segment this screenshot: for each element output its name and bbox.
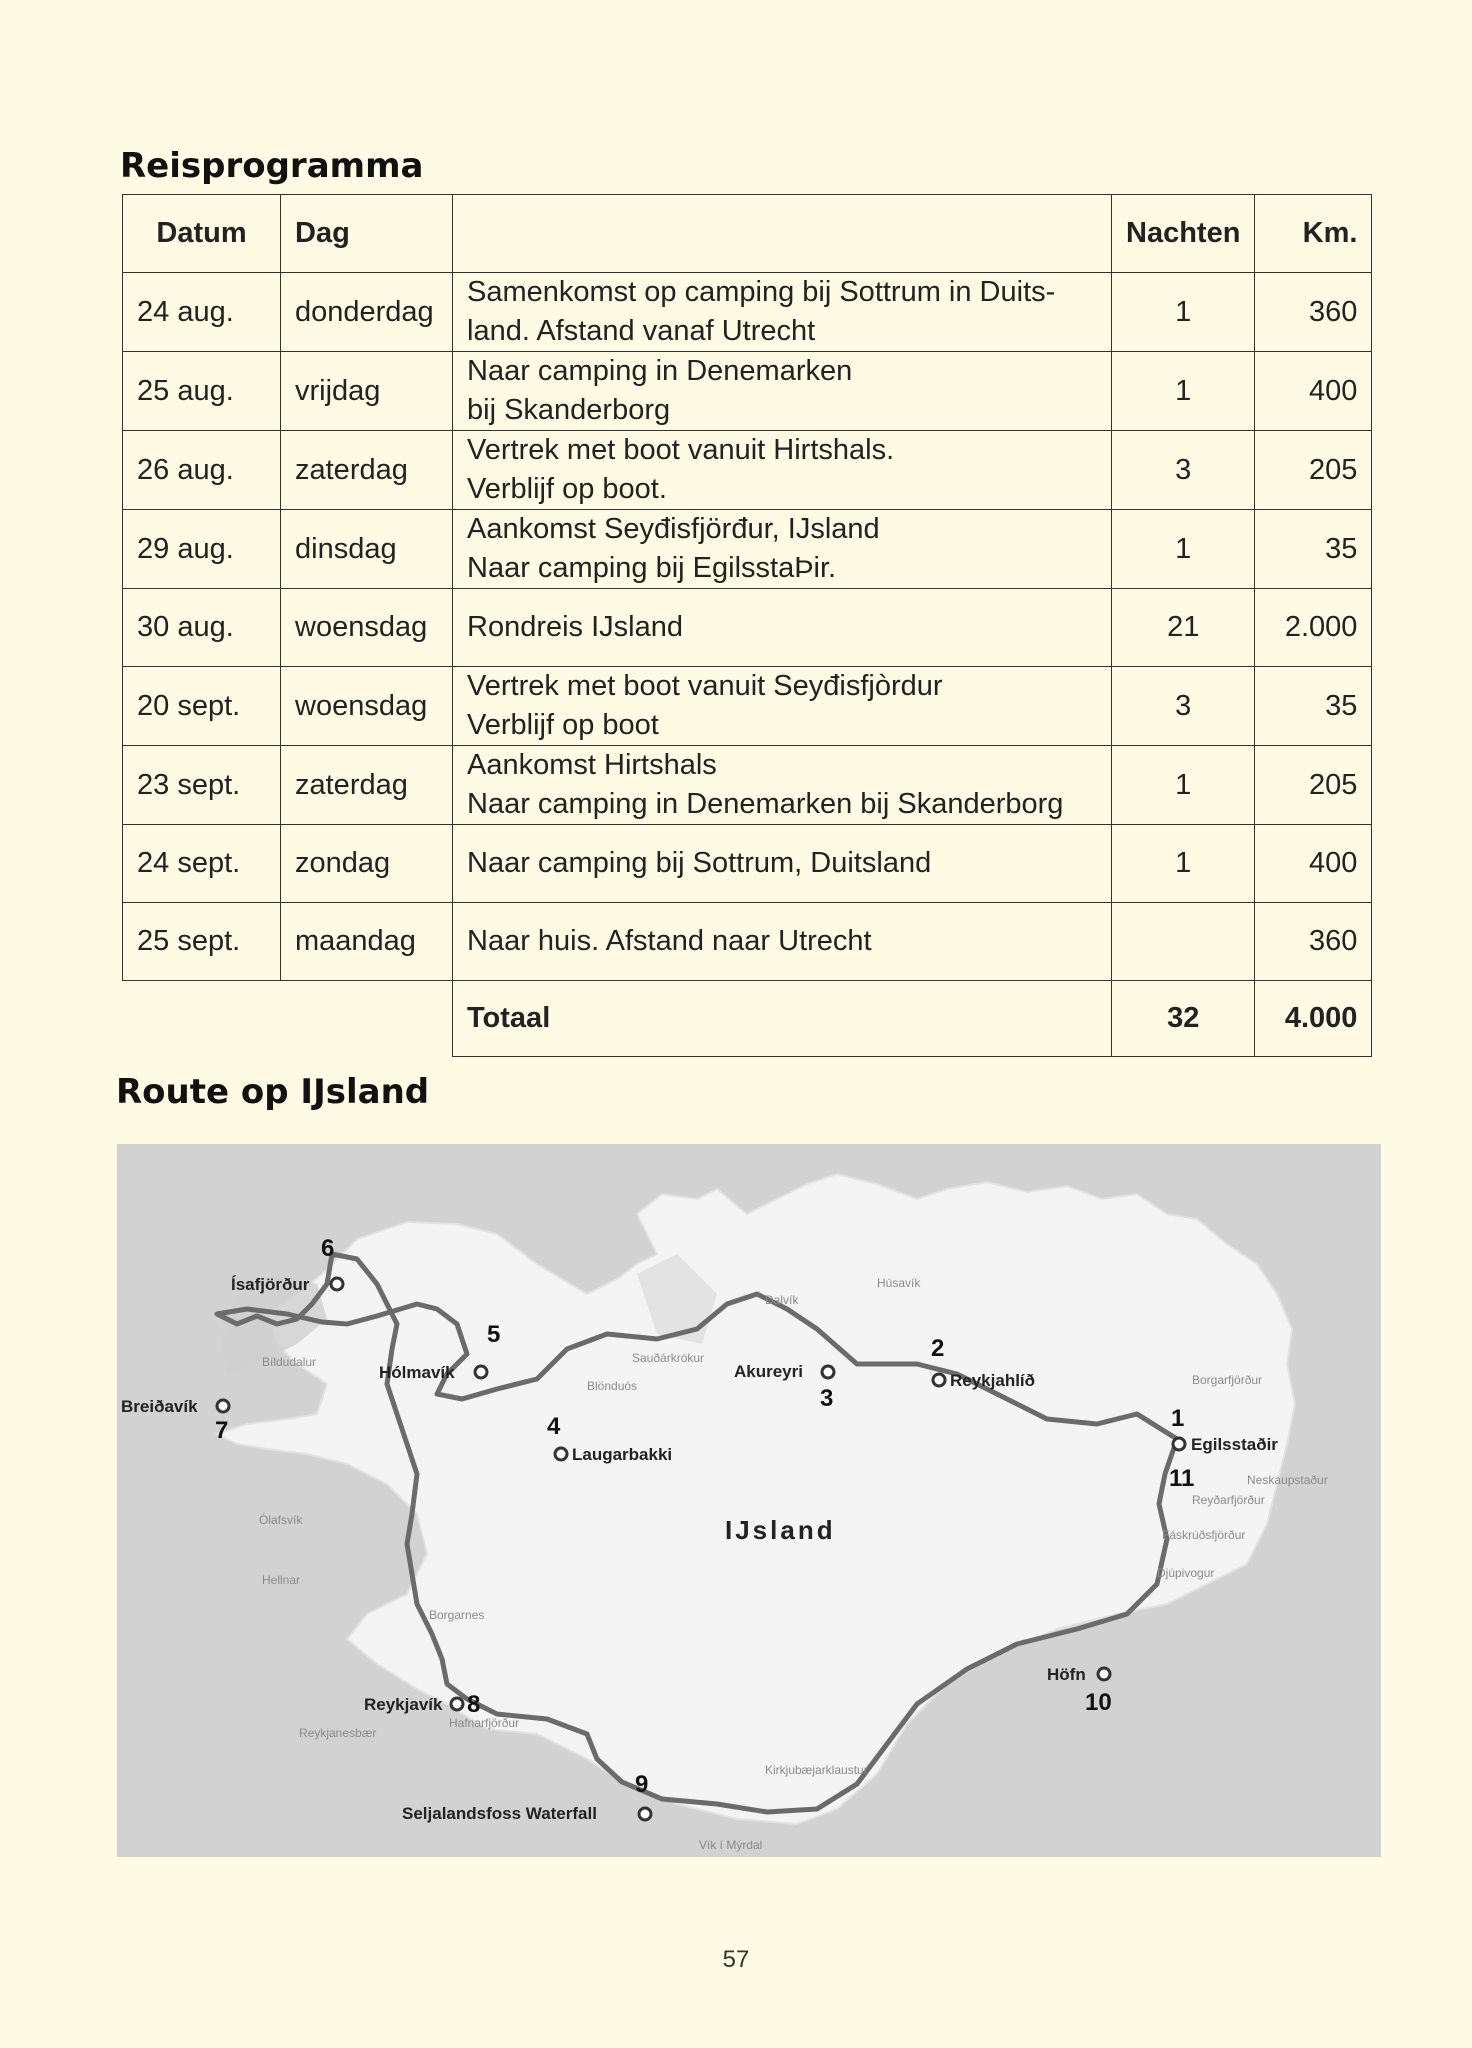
place-label: Kirkjubæjarklaustur bbox=[765, 1763, 868, 1777]
stop-number: 4 bbox=[547, 1413, 561, 1440]
table-row bbox=[123, 431, 1372, 510]
stop-name: Reykjavík bbox=[364, 1695, 443, 1714]
cell-km: 205 bbox=[1255, 431, 1372, 510]
stop-marker bbox=[1173, 1438, 1185, 1450]
place-label: Hellnar bbox=[262, 1573, 301, 1587]
place-label: Reyðarfjörður bbox=[1192, 1493, 1265, 1507]
stop-marker bbox=[933, 1374, 945, 1386]
description-line-1: Naar camping in Denemarken bbox=[467, 355, 853, 387]
cell-description bbox=[453, 903, 1112, 981]
total-label: Totaal bbox=[453, 981, 1112, 1057]
cell-nachten: 3 bbox=[1112, 431, 1255, 510]
header-dag: Dag bbox=[281, 195, 453, 273]
table-row bbox=[123, 510, 1372, 589]
cell-km: 400 bbox=[1255, 825, 1372, 903]
cell-nachten: 1 bbox=[1112, 746, 1255, 825]
cell-nachten bbox=[1112, 903, 1255, 981]
place-label: Bíldudalur bbox=[262, 1355, 317, 1369]
place-label: Húsavík bbox=[877, 1276, 921, 1290]
total-row bbox=[123, 981, 1372, 1057]
description-line-2: bij Skanderborg bbox=[467, 394, 671, 426]
place-label: Borgarnes bbox=[429, 1608, 485, 1622]
cell-datum: 24 aug. bbox=[123, 273, 281, 352]
table-row bbox=[123, 903, 1372, 981]
cell-description bbox=[453, 273, 1112, 352]
cell-km: 2.000 bbox=[1255, 589, 1372, 667]
header-km: Km. bbox=[1255, 195, 1372, 273]
table-row bbox=[123, 589, 1372, 667]
iceland-map-graphic bbox=[117, 1144, 1381, 1857]
iceland-landmass bbox=[217, 1174, 1295, 1824]
cell-datum: 25 sept. bbox=[123, 903, 281, 981]
stop-number: 9 bbox=[635, 1771, 649, 1798]
stop-name: Ísafjörður bbox=[231, 1275, 310, 1294]
description-line-1: Aankomst Hirtshals bbox=[467, 749, 717, 781]
stop-number: 6 bbox=[321, 1235, 335, 1262]
table-header-row bbox=[123, 195, 1372, 273]
reisprogramma-table bbox=[122, 194, 1372, 1057]
cell-nachten: 21 bbox=[1112, 589, 1255, 667]
description-line-2: Verblijf op boot bbox=[467, 709, 659, 741]
stop-number: 3 bbox=[820, 1385, 834, 1412]
place-label: Reykjanesbær bbox=[299, 1726, 377, 1740]
cell-description bbox=[453, 589, 1112, 667]
stop-name: Reykjahlíð bbox=[950, 1371, 1036, 1390]
total-spacer bbox=[123, 981, 453, 1057]
page-number: 57 bbox=[722, 1946, 750, 1973]
cell-dag: woensdag bbox=[281, 589, 453, 667]
cell-description bbox=[453, 667, 1112, 746]
header-description bbox=[453, 195, 1112, 273]
cell-description bbox=[453, 825, 1112, 903]
description-line-2: Naar camping in Denemarken bij Skanderborg bbox=[467, 788, 1064, 820]
route-map bbox=[117, 1144, 1381, 1857]
place-label: Vík í Mýrdal bbox=[699, 1838, 763, 1852]
cell-km: 205 bbox=[1255, 746, 1372, 825]
cell-description bbox=[453, 352, 1112, 431]
stop-marker bbox=[451, 1698, 463, 1710]
stop-name: Höfn bbox=[1047, 1665, 1086, 1684]
cell-km: 400 bbox=[1255, 352, 1372, 431]
cell-nachten: 1 bbox=[1112, 510, 1255, 589]
cell-nachten: 1 bbox=[1112, 273, 1255, 352]
header-nachten: Nachten bbox=[1112, 195, 1255, 273]
stop-name: Egilsstaðir bbox=[1191, 1435, 1278, 1454]
place-label: Hafnarfjörður bbox=[449, 1716, 520, 1730]
stop-name: Akureyri bbox=[734, 1362, 803, 1381]
table-row bbox=[123, 273, 1372, 352]
place-label: Ólafsvík bbox=[259, 1513, 303, 1527]
place-label: Borgarfjörður bbox=[1192, 1373, 1263, 1387]
cell-description bbox=[453, 746, 1112, 825]
cell-datum: 20 sept. bbox=[123, 667, 281, 746]
cell-dag: zaterdag bbox=[281, 431, 453, 510]
cell-datum: 30 aug. bbox=[123, 589, 281, 667]
description-line-1: Samenkomst op camping bij Sottrum in Duits- bbox=[467, 276, 1056, 308]
stop-number: 7 bbox=[215, 1417, 229, 1444]
stop-number: 1 bbox=[1171, 1405, 1185, 1432]
section-title-reisprogramma: Reisprogramma bbox=[120, 146, 424, 186]
cell-datum: 23 sept. bbox=[123, 746, 281, 825]
total-nachten: 32 bbox=[1112, 981, 1255, 1057]
stop-number: 5 bbox=[487, 1321, 501, 1348]
table-row bbox=[123, 746, 1372, 825]
cell-nachten: 3 bbox=[1112, 667, 1255, 746]
cell-km: 360 bbox=[1255, 903, 1372, 981]
table-row bbox=[123, 667, 1372, 746]
stop-number: 11 bbox=[1169, 1465, 1195, 1492]
cell-km: 35 bbox=[1255, 510, 1372, 589]
stop-name: Breiðavík bbox=[121, 1397, 198, 1416]
cell-km: 35 bbox=[1255, 667, 1372, 746]
place-label: Dalvík bbox=[765, 1293, 799, 1307]
cell-dag: zaterdag bbox=[281, 746, 453, 825]
description-line-2: Verblijf op boot. bbox=[467, 473, 667, 505]
cell-description bbox=[453, 510, 1112, 589]
cell-dag: maandag bbox=[281, 903, 453, 981]
cell-nachten: 1 bbox=[1112, 825, 1255, 903]
section-title-route: Route op IJsland bbox=[116, 1072, 430, 1112]
stop-marker bbox=[639, 1808, 651, 1820]
place-label: Djúpivogur bbox=[1157, 1566, 1215, 1580]
cell-dag: woensdag bbox=[281, 667, 453, 746]
description-line-2: Naar camping bij EgilsstaÞir. bbox=[467, 552, 837, 584]
cell-dag: zondag bbox=[281, 825, 453, 903]
description-line-1: Naar camping bij Sottrum, Duitsland bbox=[467, 847, 932, 879]
description-line-2: land. Afstand vanaf Utrecht bbox=[467, 315, 816, 347]
place-label: Sauðárkrókur bbox=[632, 1351, 705, 1365]
stop-marker bbox=[555, 1448, 567, 1460]
stop-marker bbox=[475, 1366, 487, 1378]
place-label: Blönduós bbox=[587, 1379, 638, 1393]
stop-marker bbox=[1098, 1668, 1110, 1680]
stop-number: 8 bbox=[467, 1691, 481, 1718]
cell-km: 360 bbox=[1255, 273, 1372, 352]
place-label: Neskaupstaður bbox=[1247, 1473, 1328, 1487]
table-row bbox=[123, 825, 1372, 903]
cell-dag: dinsdag bbox=[281, 510, 453, 589]
stop-marker bbox=[217, 1400, 229, 1412]
stop-number: 10 bbox=[1085, 1689, 1112, 1716]
description-line-1: Aankomst Seyđisfjörđur, IJsland bbox=[467, 513, 880, 545]
stop-marker bbox=[331, 1278, 343, 1290]
cell-datum: 24 sept. bbox=[123, 825, 281, 903]
description-line-1: Vertrek met boot vanuit Hirtshals. bbox=[467, 434, 895, 466]
header-datum: Datum bbox=[123, 195, 281, 273]
cell-datum: 25 aug. bbox=[123, 352, 281, 431]
cell-description bbox=[453, 431, 1112, 510]
description-line-1: Naar huis. Afstand naar Utrecht bbox=[467, 925, 872, 957]
cell-nachten: 1 bbox=[1112, 352, 1255, 431]
table-row bbox=[123, 352, 1372, 431]
stop-marker bbox=[822, 1366, 834, 1378]
cell-dag: vrijdag bbox=[281, 352, 453, 431]
stop-name: Hólmavík bbox=[379, 1363, 455, 1382]
cell-datum: 29 aug. bbox=[123, 510, 281, 589]
cell-datum: 26 aug. bbox=[123, 431, 281, 510]
stop-name: Seljalandsfoss Waterfall bbox=[402, 1804, 597, 1823]
country-label: IJsland bbox=[725, 1515, 836, 1545]
total-km: 4.000 bbox=[1255, 981, 1372, 1057]
stop-number: 2 bbox=[931, 1335, 945, 1362]
description-line-1: Vertrek met boot vanuit Seyđisfjòrdur bbox=[467, 670, 943, 702]
cell-dag: donderdag bbox=[281, 273, 453, 352]
place-label: Fáskrúðsfjörður bbox=[1162, 1528, 1246, 1542]
description-line-1: Rondreis IJsland bbox=[467, 611, 683, 643]
stop-name: Laugarbakki bbox=[572, 1445, 673, 1464]
